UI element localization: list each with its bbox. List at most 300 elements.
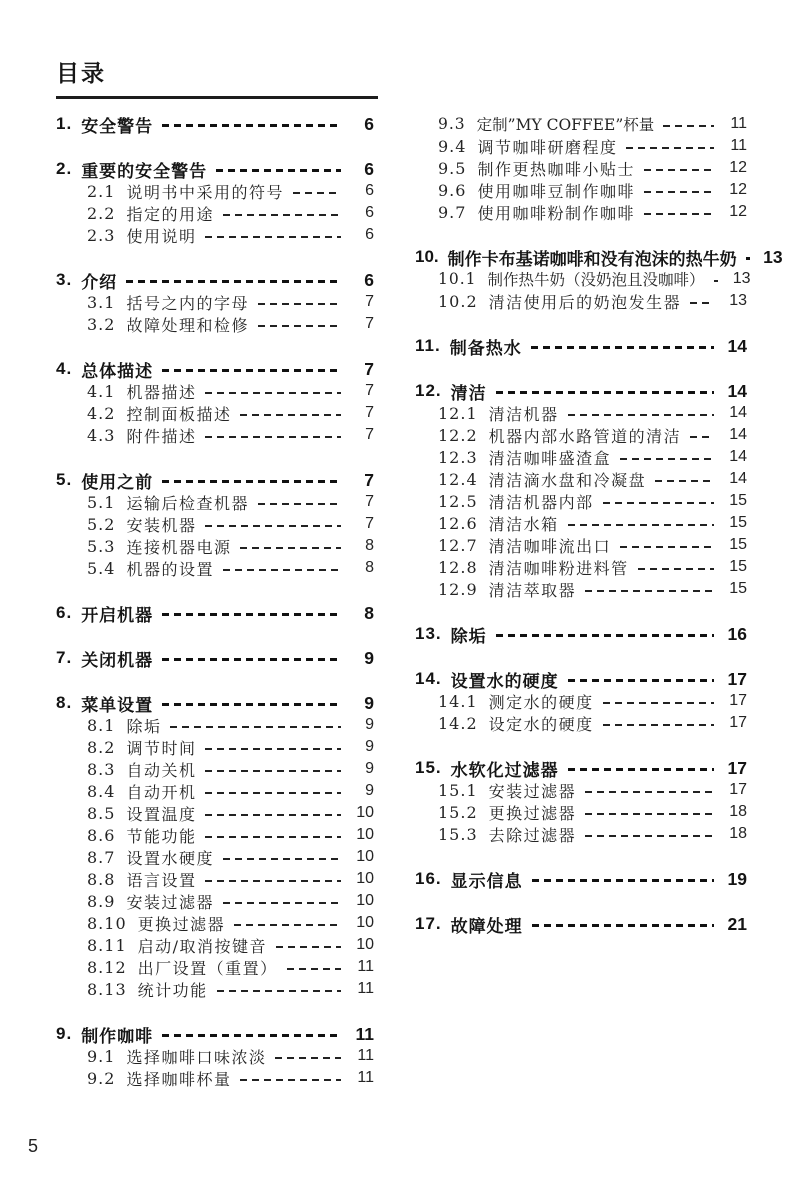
toc-dot-leader [568,768,714,771]
toc-entry-page-number: 7 [365,382,374,399]
toc-entry-title: 测定水的硬度 [488,692,594,712]
toc-entry-page-number: 11 [730,137,747,154]
toc-entry-title: 使用咖啡粉制作咖啡 [477,203,635,223]
toc-entry-title: 设置水硬度 [126,848,214,868]
toc-entry-title: 制作咖啡 [81,1026,154,1046]
toc-entry-title: 使用咖啡豆制作咖啡 [477,181,635,201]
toc-dot-leader [585,813,714,815]
toc-entry-title: 自动开机 [126,782,197,802]
toc-entry-page-number: 14 [729,404,747,421]
toc-dot-leader [240,414,341,416]
toc-entry-page-number: 7 [365,315,374,332]
toc-entry-title: 设置温度 [126,804,197,824]
toc-entry-title: 除垢 [450,626,487,646]
toc-entry-number: 2.3 [87,225,116,245]
toc-entry-title: 开启机器 [81,605,154,625]
toc-entry-title: 清洁咖啡盛渣盒 [488,448,612,468]
toc-entry-number: 4.2 [87,403,116,423]
toc-dot-leader [162,480,341,483]
toc-entry-number: 8.5 [87,803,116,823]
toc-entry-title: 运输后检查机器 [126,493,249,513]
toc-entry-page-number: 18 [729,803,747,820]
toc-section-entry [56,158,374,180]
toc-entry-page-number: 6 [364,269,374,290]
toc-entry-page-number: 7 [365,293,374,310]
toc-entry-title: 机器的设置 [126,559,214,579]
toc-entry-page-number: 13 [729,292,747,309]
toc-entry-number: 15.2 [438,802,478,822]
toc-sub-entry [415,157,747,179]
toc-entry-page-number: 14 [729,426,747,443]
toc-entry-page-number: 14 [729,470,747,487]
toc-entry-number: 2.1 [87,181,116,201]
toc-dot-leader [205,236,341,238]
toc-sub-entry [56,714,374,736]
toc-dot-leader [162,658,341,661]
toc-entry-page-number: 14 [729,448,747,465]
toc-entry-number: 3.1 [87,292,116,312]
toc-entry-page-number: 11 [355,1023,374,1044]
toc-dot-leader [216,169,341,172]
toc-section-entry [56,602,374,624]
toc-entry-page-number: 9 [364,647,374,668]
toc-entry-number: 2.2 [87,203,116,223]
toc-entry-number: 15.3 [438,824,478,844]
toc-entry-title: 故障处理 [450,916,523,936]
toc-entry-title: 清洁 [450,383,487,403]
toc-sub-entry [415,534,747,556]
toc-entry-page-number: 11 [730,115,747,132]
toc-entry-title: 设置水的硬度 [450,671,559,691]
toc-entry-page-number: 13 [732,270,751,287]
toc-dot-leader [585,791,714,793]
toc-sub-entry [415,268,751,290]
toc-entry-number: 4. [56,359,73,378]
toc-sub-entry [56,802,374,824]
toc-entry-number: 8.4 [87,781,116,801]
toc-dot-leader [162,369,341,372]
toc-dot-leader [644,191,714,193]
toc-section-entry [56,469,374,491]
toc-sub-entry [56,846,374,868]
toc-sub-entry [415,801,747,823]
toc-entry-page-number: 17 [727,757,747,778]
toc-sub-entry [56,912,374,934]
toc-dot-leader [585,835,714,837]
toc-entry-page-number: 12 [729,181,747,198]
toc-entry-number: 4.1 [87,381,116,401]
toc-sub-entry [56,868,374,890]
toc-entry-title: 说明书中采用的符号 [126,182,284,202]
toc-sub-entry [56,291,374,313]
toc-entry-title: 机器内部水路管道的清洁 [488,426,682,446]
toc-dot-leader [205,392,341,394]
toc-sub-entry [415,779,747,801]
toc-entry-page-number: 10 [356,870,374,887]
toc-sub-entry [415,424,747,446]
toc-dot-leader [496,391,714,394]
toc-entry-page-number: 12 [729,159,747,176]
toc-entry-page-number: 8 [365,537,374,554]
toc-entry-number: 12.5 [438,491,478,511]
toc-entry-number: 15. [415,758,442,777]
toc-entry-number: 9. [56,1024,73,1043]
toc-entry-number: 8.11 [87,935,127,955]
toc-entry-number: 9.1 [87,1046,116,1066]
toc-entry-page-number: 15 [729,492,747,509]
toc-entry-page-number: 10 [356,848,374,865]
title-underline-rule [56,96,378,99]
toc-dot-leader [638,568,714,570]
toc-dot-leader [223,858,341,860]
toc-entry-number: 5.2 [87,514,116,534]
toc-entry-page-number: 9 [365,716,374,733]
toc-entry-title: 使用之前 [81,472,154,492]
toc-entry-number: 12.2 [438,425,478,445]
toc-dot-leader [205,836,341,838]
toc-dot-leader [644,213,714,215]
toc-entry-number: 12.1 [438,403,478,423]
toc-entry-page-number: 21 [727,913,747,934]
toc-dot-leader [568,414,714,416]
toc-entry-title: 括号之内的字母 [126,293,249,313]
toc-dot-leader [603,702,714,704]
toc-entry-number: 14. [415,669,442,688]
toc-entry-number: 12.8 [438,557,478,577]
toc-entry-number: 14.2 [438,713,478,733]
toc-dot-leader [223,214,341,216]
toc-entry-title: 选择咖啡杯量 [126,1069,232,1089]
toc-entry-number: 5.3 [87,536,116,556]
toc-sub-entry [56,224,374,246]
toc-entry-title: 制作更热咖啡小贴士 [477,159,635,179]
toc-entry-title: 语言设置 [126,870,197,890]
toc-entry-page-number: 13 [763,246,783,267]
toc-dot-leader [585,590,714,592]
toc-section-entry [415,668,747,690]
toc-entry-title: 清洁机器 [488,404,559,424]
toc-entry-page-number: 16 [727,623,747,644]
toc-section-entry [56,113,374,135]
toc-entry-page-number: 7 [364,469,374,490]
toc-section-entry [415,335,747,357]
toc-entry-number: 13. [415,624,442,643]
toc-entry-number: 10.2 [438,291,478,311]
page-title: 目录 [56,60,106,86]
toc-entry-number: 9.6 [438,180,467,200]
toc-entry-title: 安装过滤器 [488,781,577,801]
toc-dot-leader [603,502,714,504]
toc-dot-leader [690,302,714,304]
toc-entry-title: 出厂设置（重置） [137,958,278,978]
toc-entry-page-number: 17 [729,714,747,731]
toc-entry-number: 12.6 [438,513,478,533]
toc-entry-number: 7. [56,648,73,667]
toc-entry-title: 自动关机 [126,760,197,780]
toc-entry-page-number: 7 [365,404,374,421]
toc-entry-title: 清洁滴水盘和冷凝盘 [488,470,647,490]
toc-sub-entry [415,490,747,512]
toc-sub-entry [415,201,747,223]
toc-entry-page-number: 6 [364,113,374,134]
toc-entry-title: 选择咖啡口味浓淡 [126,1047,267,1067]
toc-entry-number: 9.5 [438,158,467,178]
toc-dot-leader [531,346,714,349]
toc-sub-entry [56,424,374,446]
toc-entry-page-number: 7 [365,493,374,510]
toc-dot-leader [293,192,341,194]
toc-entry-title: 控制面板描述 [126,404,232,424]
toc-dot-leader [532,879,714,882]
toc-entry-title: 除垢 [126,716,162,736]
toc-dot-leader [162,613,341,616]
toc-entry-title: 使用说明 [126,226,197,246]
toc-sub-entry [415,512,747,534]
toc-dot-leader [205,770,341,772]
toc-section-entry [56,269,374,291]
toc-section-entry [415,623,747,645]
toc-sub-entry [415,135,747,157]
toc-sub-entry [415,290,747,312]
toc-entry-number: 11. [415,336,441,355]
toc-left-column [56,113,374,1089]
toc-entry-page-number: 17 [727,668,747,689]
toc-entry-title: 清洁机器内部 [488,492,594,512]
toc-section-entry [56,647,374,669]
toc-dot-leader [620,458,714,460]
toc-entry-title: 安全警告 [81,116,154,136]
toc-dot-leader [603,724,714,726]
toc-entry-number: 8.1 [87,715,116,735]
toc-entry-page-number: 10 [356,804,374,821]
toc-entry-title: 指定的用途 [126,204,214,224]
toc-dot-leader [690,436,714,438]
toc-entry-page-number: 17 [729,781,747,798]
toc-entry-title: 清洁咖啡粉进料管 [488,558,629,578]
toc-sub-entry [415,468,747,490]
toc-entry-number: 12. [415,381,442,400]
toc-entry-title: 设定水的硬度 [488,714,594,734]
toc-entry-page-number: 10 [356,826,374,843]
toc-entry-page-number: 6 [364,158,374,179]
toc-entry-title: 清洁萃取器 [488,580,577,600]
toc-entry-page-number: 9 [364,692,374,713]
toc-sub-entry [56,890,374,912]
toc-entry-page-number: 15 [729,536,747,553]
toc-entry-title: 去除过滤器 [488,825,577,845]
toc-entry-page-number: 9 [365,760,374,777]
toc-section-entry [56,358,374,380]
toc-entry-title: 制备热水 [449,338,522,358]
toc-entry-number: 5.1 [87,492,116,512]
toc-entry-title: 安装机器 [126,515,197,535]
toc-sub-entry [415,113,747,135]
toc-entry-title: 故障处理和检修 [126,315,249,335]
toc-dot-leader [714,280,718,282]
toc-entry-page-number: 7 [365,515,374,532]
toc-sub-entry [56,758,374,780]
toc-entry-title: 关闭机器 [81,650,154,670]
toc-entry-number: 8. [56,693,73,712]
toc-dot-leader [655,480,714,482]
toc-dot-leader [223,569,341,571]
toc-right-column [415,113,783,936]
toc-dot-leader [162,1034,341,1037]
toc-entry-number: 15.1 [438,780,478,800]
toc-entry-title: 重要的安全警告 [81,161,208,181]
toc-dot-leader [217,990,341,992]
toc-entry-title: 清洁咖啡流出口 [488,536,612,556]
toc-entry-page-number: 7 [365,426,374,443]
toc-entry-title: 更换过滤器 [137,914,226,934]
toc-sub-entry [56,824,374,846]
toc-entry-page-number: 12 [729,203,747,220]
toc-dot-leader [205,436,341,438]
toc-entry-title: 附件描述 [126,426,197,446]
toc-sub-entry [415,556,747,578]
toc-entry-number: 8.6 [87,825,116,845]
toc-section-entry [56,1023,374,1045]
toc-entry-title: 节能功能 [126,826,197,846]
toc-dot-leader [496,634,714,637]
toc-entry-title: 定制”MY COFFEE”杯量 [476,116,655,134]
toc-entry-page-number: 6 [365,182,374,199]
toc-dot-leader [568,524,714,526]
toc-sub-entry [415,712,747,734]
toc-entry-title: 启动/取消按键音 [137,936,268,956]
toc-sub-entry [56,535,374,557]
toc-entry-number: 8.10 [87,913,127,933]
toc-entry-title: 清洁水箱 [488,514,559,534]
toc-entry-number: 17. [415,914,442,933]
toc-sub-entry [56,780,374,802]
toc-entry-number: 3.2 [87,314,116,334]
toc-entry-number: 8.12 [87,957,127,977]
toc-entry-number: 2. [56,159,73,178]
toc-dot-leader [162,124,341,127]
toc-entry-page-number: 15 [729,558,747,575]
toc-entry-title: 调节时间 [126,738,197,758]
toc-sub-entry [415,446,747,468]
toc-sub-entry [56,180,374,202]
toc-sub-entry [415,402,747,424]
toc-entry-title: 菜单设置 [81,695,154,715]
toc-entry-page-number: 9 [365,782,374,799]
toc-entry-page-number: 14 [727,380,747,401]
toc-dot-leader [162,703,341,706]
footer-page-number: 5 [28,1136,39,1156]
toc-entry-number: 8.8 [87,869,116,889]
toc-entry-title: 机器描述 [126,382,197,402]
toc-sub-entry [56,956,374,978]
toc-dot-leader [205,880,341,882]
toc-entry-title: 连接机器电源 [126,537,232,557]
toc-entry-title: 显示信息 [450,871,523,891]
toc-sub-entry [56,491,374,513]
toc-entry-page-number: 11 [357,1047,374,1064]
toc-entry-page-number: 17 [729,692,747,709]
toc-dot-leader [205,792,341,794]
toc-entry-number: 16. [415,869,442,888]
toc-entry-page-number: 10 [356,936,374,953]
toc-sub-entry [56,313,374,335]
toc-dot-leader [205,525,341,527]
toc-dot-leader [170,726,341,728]
toc-dot-leader [223,902,341,904]
toc-section-entry [415,380,747,402]
toc-entry-number: 9.2 [87,1068,116,1088]
toc-entry-title: 介绍 [81,272,118,292]
toc-sub-entry [415,578,747,600]
toc-entry-number: 12.7 [438,535,478,555]
toc-dot-leader [234,924,341,926]
toc-sub-entry [415,690,747,712]
toc-section-entry [415,757,747,779]
toc-dot-leader [620,546,714,548]
toc-entry-page-number: 9 [365,738,374,755]
toc-entry-page-number: 11 [357,980,374,997]
toc-dot-leader [240,547,341,549]
toc-dot-leader [626,147,714,149]
toc-entry-number: 12.9 [438,579,478,599]
toc-entry-number: 8.9 [87,891,116,911]
toc-dot-leader [126,280,341,283]
toc-dot-leader [746,257,750,260]
toc-dot-leader [532,924,714,927]
toc-entry-number: 4.3 [87,425,116,445]
toc-entry-number: 8.13 [87,979,127,999]
toc-dot-leader [275,1057,341,1059]
toc-sub-entry [56,402,374,424]
toc-entry-number: 3. [56,270,73,289]
toc-entry-number: 1. [56,114,73,133]
toc-entry-page-number: 6 [365,226,374,243]
toc-sub-entry [56,978,374,1000]
toc-sub-entry [56,513,374,535]
toc-entry-page-number: 15 [729,580,747,597]
toc-section-entry [415,868,747,890]
toc-sub-entry [56,557,374,579]
toc-entry-number: 8.2 [87,737,116,757]
toc-entry-title: 水软化过滤器 [450,760,559,780]
toc-entry-number: 14.1 [438,691,478,711]
toc-entry-number: 9.7 [438,202,467,222]
toc-entry-number: 9.4 [438,136,467,156]
toc-entry-title: 清洁使用后的奶泡发生器 [488,292,682,312]
toc-entry-number: 6. [56,603,73,622]
toc-dot-leader [258,303,341,305]
toc-entry-title: 制作卡布基诺咖啡和没有泡沫的热牛奶 [447,249,737,269]
toc-section-entry [415,246,783,269]
toc-entry-page-number: 7 [364,358,374,379]
toc-entry-title: 更换过滤器 [488,803,577,823]
toc-entry-title: 安装过滤器 [126,892,214,912]
toc-sub-entry [56,202,374,224]
toc-sub-entry [56,934,374,956]
toc-entry-page-number: 19 [727,868,747,889]
toc-dot-leader [568,679,714,682]
toc-entry-page-number: 8 [364,602,374,623]
toc-entry-page-number: 15 [729,514,747,531]
toc-entry-number: 10.1 [438,270,477,288]
toc-dot-leader [240,1079,341,1081]
toc-entry-title: 调节咖啡研磨程度 [477,137,618,157]
toc-dot-leader [258,325,341,327]
toc-dot-leader [287,968,341,970]
toc-sub-entry [415,179,747,201]
toc-sub-entry [56,380,374,402]
toc-entry-number: 12.3 [438,447,478,467]
